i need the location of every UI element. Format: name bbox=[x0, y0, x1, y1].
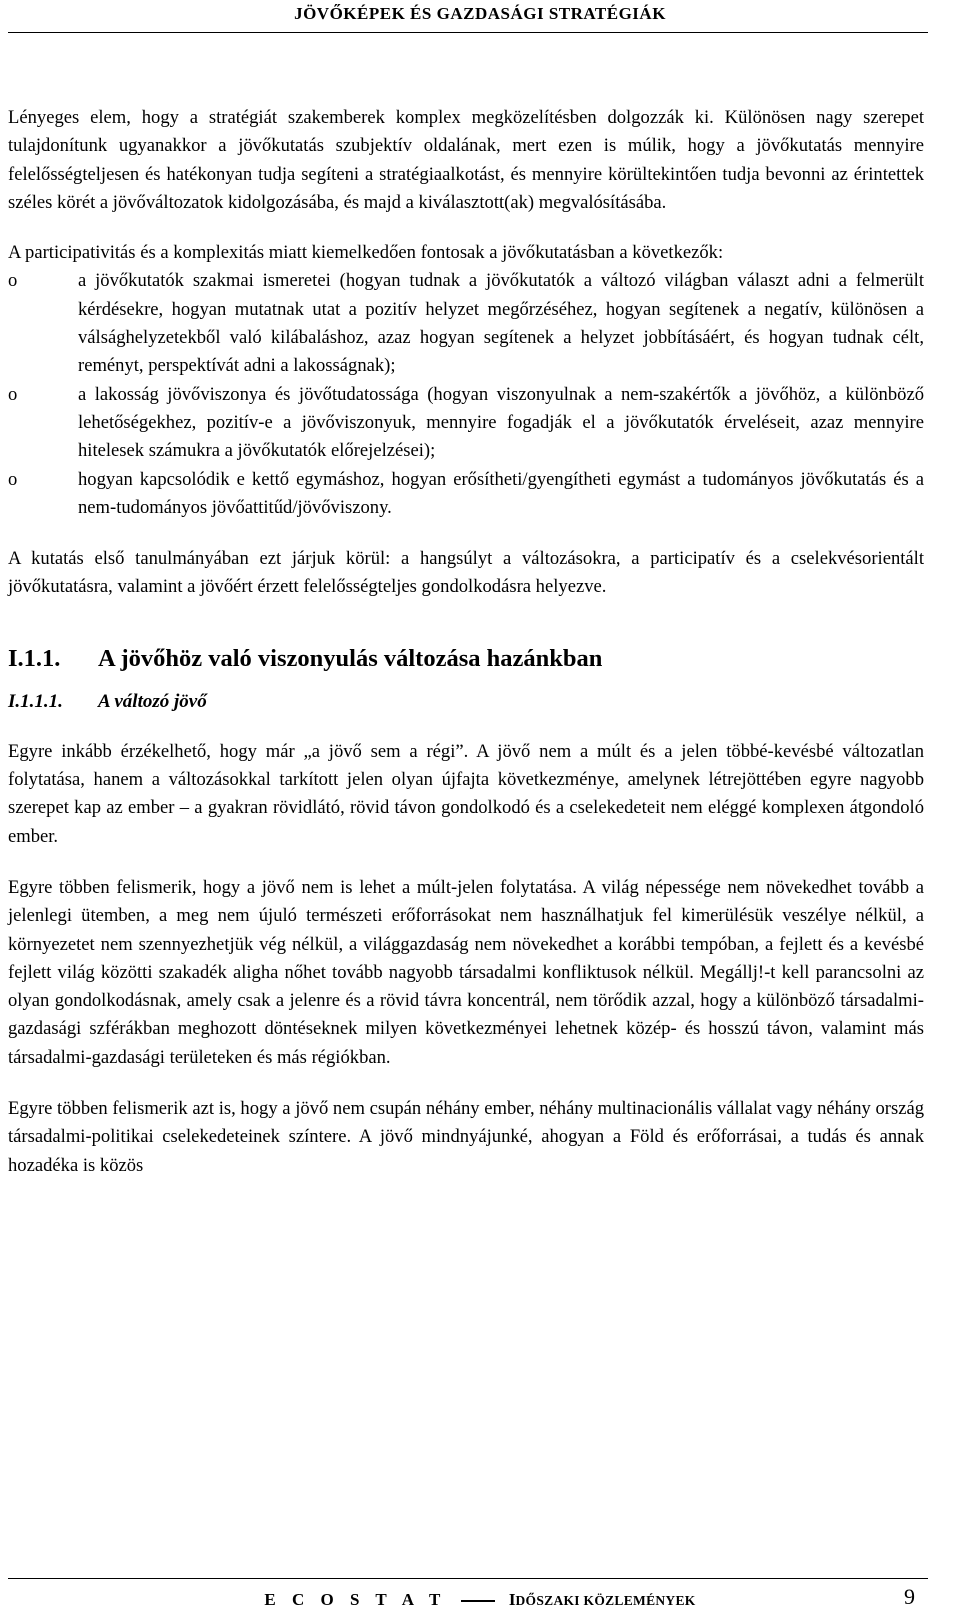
running-header: JÖVŐKÉPEK ÉS GAZDASÁGI STRATÉGIÁK bbox=[294, 4, 666, 23]
subsection-heading bbox=[8, 688, 924, 716]
subsection-number: I.1.1.1. bbox=[8, 690, 63, 712]
list-item-text: a jövőkutatók szakmai ismeretei (hogyan tudnak a jövőkutatók a változó világban választ adni a felmerült kérdésekre, hogyan mutatnak utat a pozitív helyzet megőrzéséhez, hogyan segítenek a negatív, különösen a válsághelyzetekből való kilábaláshoz, azaz hogyan segítenek a helyzet jobbításáért, és hogyan tudnak célt, reményt, perspektívát adni a lakosságnak); bbox=[78, 270, 924, 377]
subsection-title: A változó jövő bbox=[98, 690, 207, 712]
list-item-text: a lakosság jövőviszonya és jövőtudatossága (hogyan viszonyulnak a nem-szakértők a jövőhöz, a különböző lehetőségekhez, pozitív-e a jövőviszonyuk, mennyire fogadják el a jövőkutatók érveléseit, azaz mennyire hitelesek számukra a jövőkutatók előrejelzései); bbox=[78, 383, 924, 462]
bullet-marker: o bbox=[8, 468, 18, 490]
paragraph-4: Egyre inkább érzékelhető, hogy már „a jövő sem a régi”. A jövő nem a múlt és a jelen többé-kevésbé változatlan folytatása, hanem a változásokkal tarkított jelen olyan újfajta következménye, amelynek létrejöttében egyre nagyobb szerepet kap az ember – a gyakran rövidlátó, rövid távon gondolkodó és a cselekedeteit nem eléggé komplexen átgondoló ember. bbox=[8, 740, 924, 847]
paragraph-3: A kutatás első tanulmányában ezt járjuk körül: a hangsúlyt a változásokra, a participatív és a cselekvésorientált jövőkutatásra, valamint a jövőért érzett felelősségteljes gondolkodásra helyezve. bbox=[8, 548, 924, 598]
paragraph-1: Lényeges elem, hogy a stratégiát szakemberek komplex megközelítésben dolgozzák ki. Különösen nagy szerepet tulajdonítunk ugyanakkor a jövőkutatás szubjektív oldalának, mert ezen is múlik, hogy a jövőkutatás mennyire felelősségteljesen és hatékonyan tudja segíteni a stratégiaalkotást, és mennyire körültekintően tudja bevonni az érintettek széles körét a jövőváltozatok kidolgozásába, és majd a kiválasztott(ak) megvalósításába. bbox=[8, 107, 924, 213]
running-footer bbox=[0, 1590, 960, 1610]
section-number: I.1.1. bbox=[8, 644, 61, 672]
bullet-marker: o bbox=[8, 270, 18, 292]
section-heading bbox=[8, 642, 924, 676]
list-item bbox=[8, 267, 924, 380]
bullet-list bbox=[8, 267, 924, 522]
list-item bbox=[8, 381, 924, 466]
footer-series: DŐSZAKI KÖZLEMÉNYEK bbox=[515, 1593, 696, 1608]
footer-dash bbox=[461, 1600, 495, 1602]
paragraph-5: Egyre többen felismerik, hogy a jövő nem is lehet a múlt-jelen folytatása. A világ népessége nem növekedhet tovább a jelenlegi ütemben, a meg nem újuló természeti erőforrásokat nem használhatjuk fel kimerülésük veszélye nélkül, a környezetet nem szennyezhetjük vég nélkül, a világgazdaság nem növekedhet a korábbi tempóban, a fejlett és a kevésbé fejlett világ közötti szakadék aligha nőhet tovább nagyobb társadalmi konfliktusok nélkül. Megállj!-t kell parancsolni az olyan gondolkodásnak, amely csak a jelenre és a rövid távra koncentrál, nem törődik azzal, hogy a különböző társadalmi-gazdasági szférákban meghozott döntéseknek milyen következményei lehetnek közép- és hosszú távon, valamint más társadalmi-gazdasági területeken és más régiókban. bbox=[8, 876, 924, 1068]
paragraph-6: Egyre többen felismerik azt is, hogy a jövő nem csupán néhány ember, néhány multinacionális vállalat vagy néhány ország társadalmi-politikai cselekedeteinek színtere. A jövő mindnyájunké, ahogyan a Föld és erőforrásai, a tudás és annak hozadéka is közös bbox=[8, 1098, 924, 1176]
paragraph-2: A participativitás és a komplexitás miatt kiemelkedően fontosak a jövőkutatásban a következők: bbox=[8, 242, 724, 264]
header-rule bbox=[8, 32, 928, 33]
page-content bbox=[8, 104, 924, 1180]
page-number: 9 bbox=[904, 1584, 915, 1609]
section-title: A jövőhöz való viszonyulás változása hazánkban bbox=[98, 644, 603, 672]
list-item bbox=[8, 466, 924, 523]
list-item-text: hogyan kapcsolódik e kettő egymáshoz, hogyan erősítheti/gyengítheti egymást a tudományos jövőkutatás és a nem-tudományos jövőattitűd/jövőviszony. bbox=[78, 468, 924, 518]
footer-rule bbox=[8, 1578, 928, 1579]
footer-series-initial: I bbox=[508, 1590, 516, 1609]
footer-publisher: E C O S T A T bbox=[264, 1590, 447, 1609]
bullet-marker: o bbox=[8, 383, 18, 405]
